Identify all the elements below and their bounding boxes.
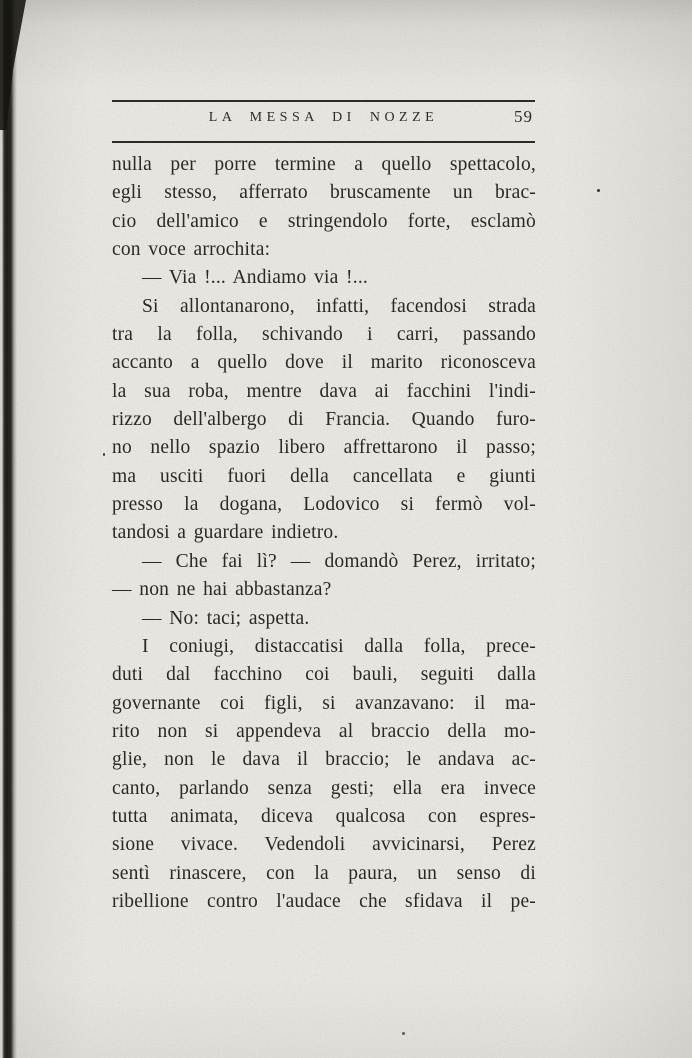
running-header-title: LA MESSA DI NOZZE [208, 110, 439, 125]
text-line: — No: taci; aspetta. [142, 607, 310, 629]
scan-speck [402, 1032, 405, 1035]
text-line: — Che fai lì? — domandò Perez, irritato; [142, 550, 536, 572]
text-line: — non ne hai abbastanza? [112, 579, 332, 601]
text-line: accanto a quello dove il marito riconosceva [112, 352, 536, 374]
text-line: no nello spazio libero affrettarono il passo; [112, 437, 536, 459]
text-line: sentì rinascere, con la paura, un senso di [112, 862, 536, 884]
text-line: governante coi figli, si avanzavano: il ma- [112, 692, 536, 714]
text-line: tra la folla, schivando i carri, passando [112, 324, 536, 346]
scan-speck [103, 453, 105, 456]
text-line: — Via !... Andiamo via !... [142, 267, 368, 289]
text-line: rizzo dell'albergo di Francia. Quando furo- [112, 409, 536, 431]
text-line: I coniugi, distaccatisi dalla folla, prece- [142, 635, 536, 657]
scan-left-edge-shadow [0, 0, 17, 1058]
text-line: Si allontanarono, infatti, facendosi strada [142, 295, 536, 317]
text-line: cio dell'amico e stringendolo forte, esclamò [112, 210, 536, 232]
text-line: glie, non le dava il braccio; le andava ac- [112, 749, 536, 771]
text-line: ribellione contro l'audace che sfidava il pe- [112, 890, 536, 912]
body-text-block [112, 151, 536, 916]
text-line: nulla per porre termine a quello spettacolo, [112, 154, 536, 175]
page-number: 59 [514, 107, 533, 126]
scan-speck [597, 189, 600, 192]
text-line: tandosi a guardare indietro. [112, 522, 339, 544]
header-rule-bottom [112, 141, 535, 143]
text-line: con voce arrochita: [112, 239, 271, 261]
text-line: presso la dogana, Lodovico si fermò vol- [112, 494, 536, 516]
text-line: canto, parlando senza gesti; ella era invece [112, 777, 536, 799]
text-line: tutta animata, diceva qualcosa con espres- [112, 805, 536, 827]
text-line: duti dal facchino coi bauli, seguiti dalla [112, 664, 536, 686]
text-line: ma usciti fuori della cancellata e giunti [112, 465, 536, 487]
header-rule-top [112, 100, 535, 102]
text-line: la sua roba, mentre dava ai facchini l'indi- [112, 380, 536, 402]
text-line: sione vivace. Vedendoli avvicinarsi, Perez [112, 834, 536, 856]
text-line: egli stesso, afferrato bruscamente un brac- [112, 182, 536, 204]
text-line: rito non si appendeva al braccio della mo- [112, 720, 536, 742]
